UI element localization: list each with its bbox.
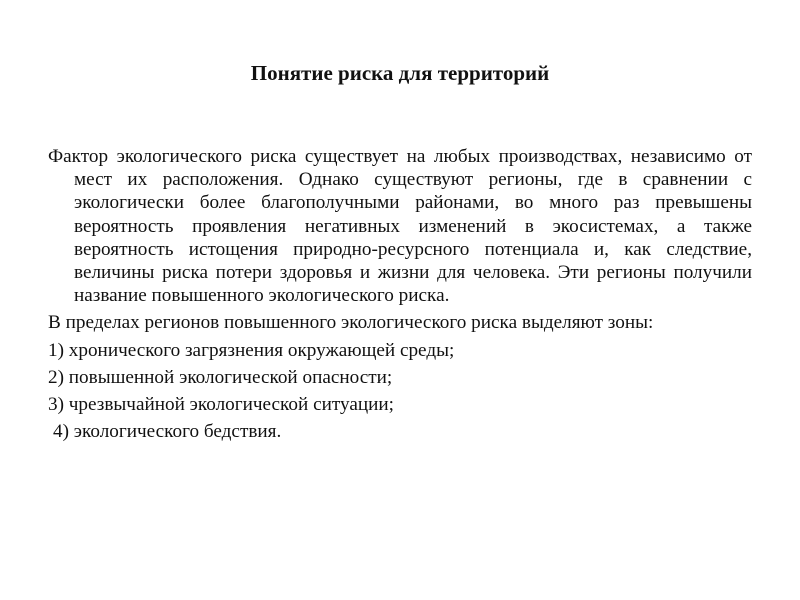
paragraph-zones-intro: В пределах регионов повышенного экологического риска выделяют зоны: — [48, 312, 654, 334]
zone-item-4: 4) экологического бедствия. — [53, 421, 282, 443]
zone-item-2: 2) повышенной экологической опасности; — [48, 366, 393, 388]
slide-body — [48, 145, 752, 447]
paragraph-risk-factor: Фактор экологического риска существует на любых производствах, независимо от мест их расположения. Однако существуют регионы, где в сравнении с экологически более благополучными районами, во много раз превышены вероятность проявления негативных изменений в экосистемах, а также вероятность истощения природно-ресурсного потенциала и, как следствие, величины риска потери здоровья и жизни для человека. Эти регионы получили название повышенного экологического риска. — [48, 146, 752, 307]
zone-item-1: 1) хронического загрязнения окружающей среды; — [48, 339, 455, 361]
zone-item-3: 3) чрезвычайной экологической ситуации; — [48, 394, 394, 416]
slide-title: Понятие риска для территорий — [250, 61, 550, 85]
